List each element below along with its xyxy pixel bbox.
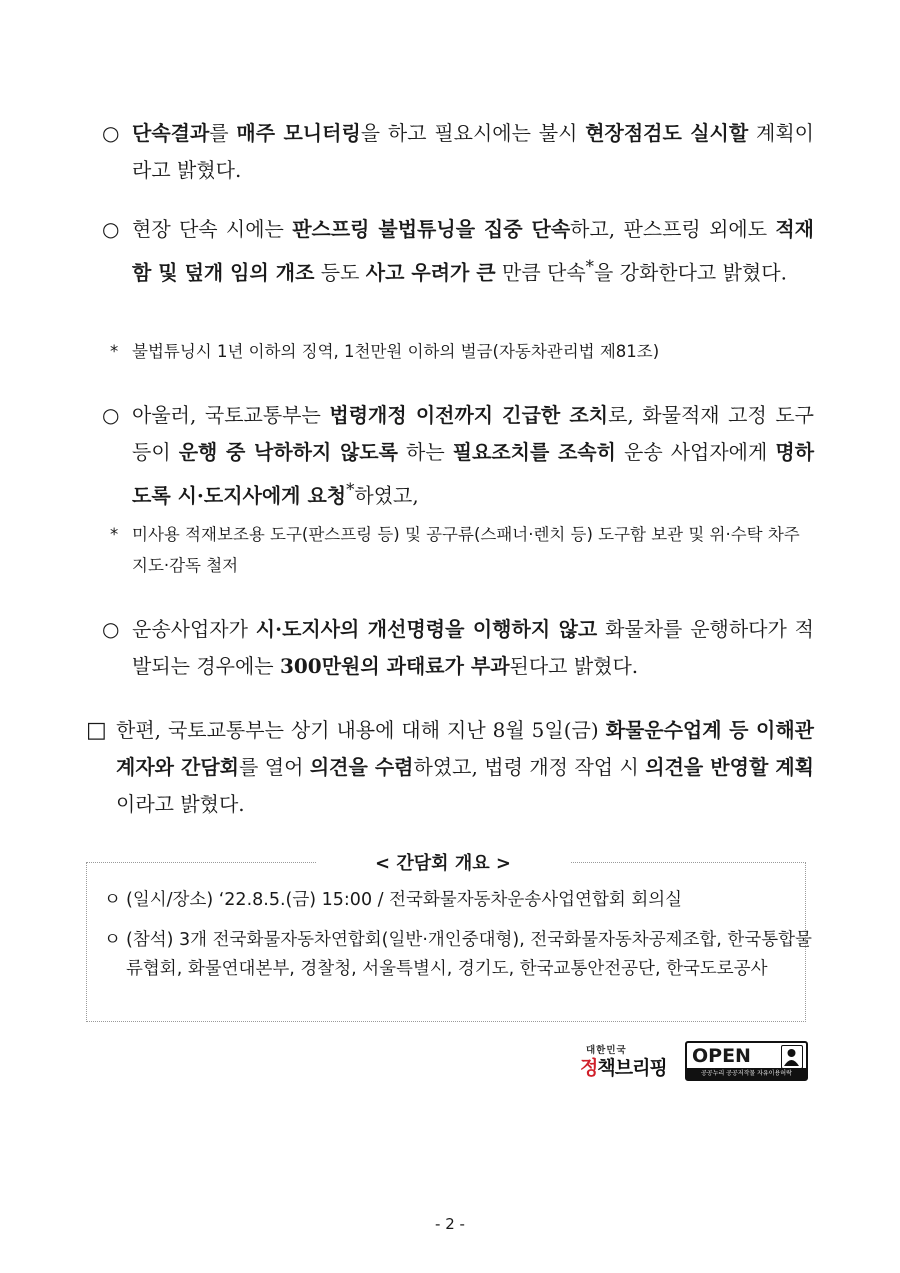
paragraph-fine: ○ 운송사업자가 시·도지사의 개선명령을 이행하지 않고 화물차를 운행하다가 적발되는 경우에는 300만원의 과태료가 부과된다고 밝혔다. [102, 611, 814, 685]
bullet-mark: ㅇ [104, 890, 121, 910]
circle-bullet: ○ [102, 217, 120, 241]
circle-bullet: ○ [102, 403, 120, 427]
footnote-penalty: * 불법튜닝시 1년 이하의 징역, 1천만원 이하의 벌금(자동차관리법 제81조) [110, 336, 816, 367]
paragraph-monitoring: ○ 단속결과를 매주 모니터링을 하고 필요시에는 불시 현장점검도 실시할 계획이라고 밝혔다. [102, 115, 814, 189]
paragraph-urgent-measures: ○ 아울러, 국토교통부는 법령개정 이전까지 긴급한 조치로, 화물적재 고정 도구 등이 운행 중 낙하하지 않도록 하는 필요조치를 조속히 운송 사업자에게 명하도록 시·도지사에게 요청*하였고, [102, 397, 814, 515]
asterisk-mark: * [110, 525, 119, 544]
meeting-overview-title: < 간담회 개요 > [316, 850, 570, 878]
footnote-tools: * 미사용 적재보조용 도구(판스프링 등) 및 공구류(스패너·렌치 등) 도구함 보관 및 위·수탁 차주 지도·감독 철저 [110, 519, 816, 581]
meeting-item-date-place: ㅇ (일시/장소) ‘22.8.5.(금) 15:00 / 전국화물자동차운송사업연합회 회의실 [104, 886, 812, 915]
square-bullet: □ [86, 718, 107, 743]
logo-area: 대한민국 정책브리핑 OPEN 공공누리 공공저작물 자유이용허락 [580, 1040, 810, 1082]
kogl-open-badge: OPEN 공공누리 공공저작물 자유이용허락 [685, 1041, 808, 1081]
person-icon [781, 1045, 803, 1069]
paragraph-crackdown: ○ 현장 단속 시에는 판스프링 불법튜닝을 집중 단속하고, 판스프링 외에도 적재함 및 덮개 임의 개조 등도 사고 우려가 큰 만큼 단속*을 강화한다고 밝혔다. [102, 211, 814, 292]
bullet-mark: ㅇ [104, 930, 121, 950]
circle-bullet: ○ [102, 617, 120, 641]
circle-bullet: ○ [102, 121, 120, 145]
asterisk-mark: * [110, 342, 119, 361]
page-number: - 2 - [435, 1215, 465, 1233]
paragraph-meeting: □ 한편, 국토교통부는 상기 내용에 대해 지난 8월 5일(금) 화물운수업계 등 이해관계자와 간담회를 열어 의견을 수렴하였고, 법령 개정 작업 시 의견을 반영할 계획이라고 밝혔다. [86, 712, 814, 823]
meeting-item-attendees: ㅇ (참석) 3개 전국화물자동차연합회(일반·개인중대형), 전국화물자동차공제조합, 한국통합물류협회, 화물연대본부, 경찰청, 서울특별시, 경기도, 한국교통안전공단, 한국도로공사 [104, 926, 812, 984]
